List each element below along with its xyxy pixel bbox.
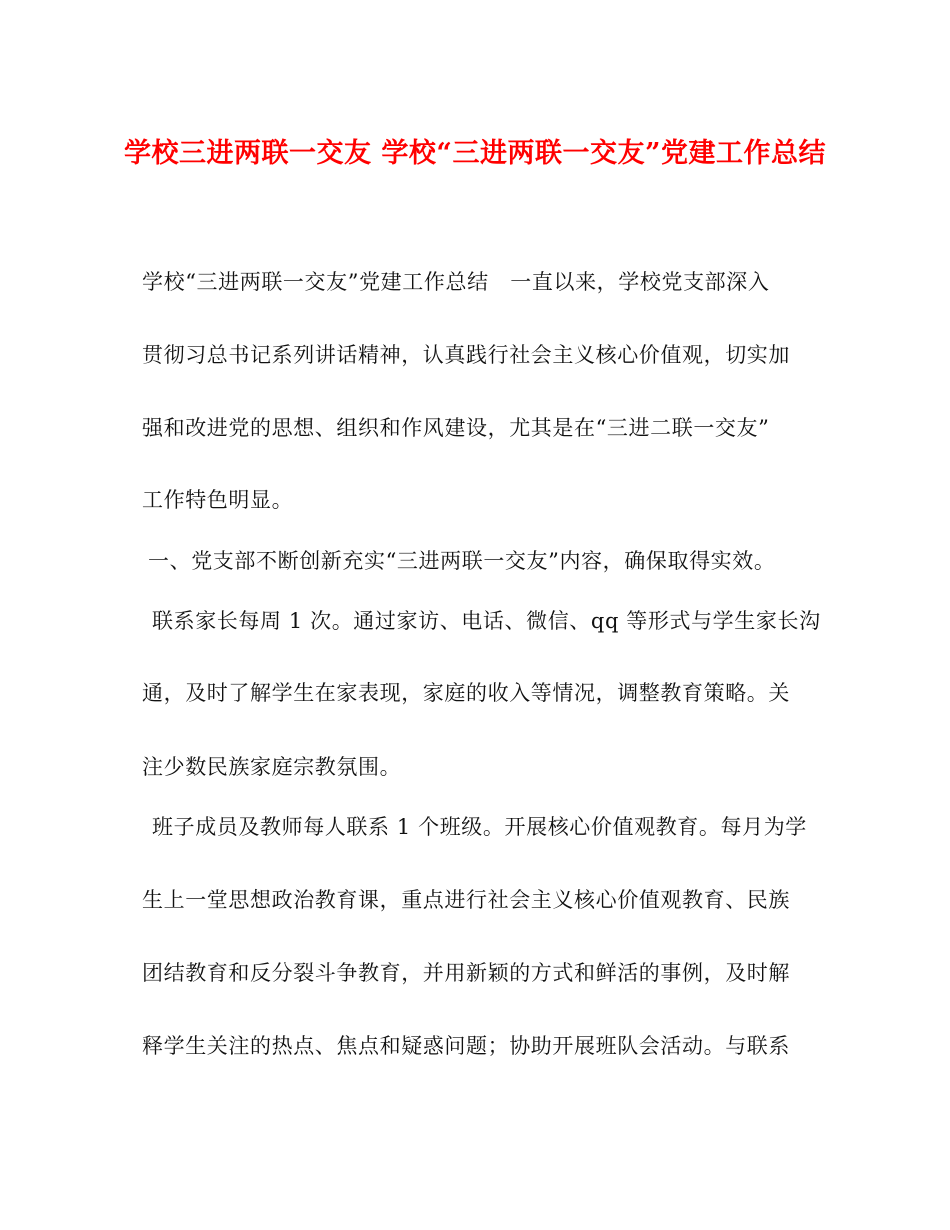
document-title: 学校三进两联一交友 学校“三进两联一交友”党建工作总结 <box>124 138 826 169</box>
paragraph-line: 通，及时了解学生在家表现，家庭的收入等情况，调整教育策略。关 <box>142 681 790 705</box>
section-heading: 一、党支部不断创新充实“三进两联一交友”内容，确保取得实效。 <box>148 549 776 573</box>
paragraph-line: 工作特色明显。 <box>142 488 294 512</box>
paragraph-line: 生上一堂思想政治教育课，重点进行社会主义核心价值观教育、民族 <box>142 888 790 912</box>
paragraph-line: 学校“三进两联一交友”党建工作总结 一直以来，学校党支部深入 <box>142 270 770 294</box>
paragraph-line: 联系家长每周 1 次。通过家访、电话、微信、qq 等形式与学生家长沟 <box>152 609 821 633</box>
paragraph-line: 贯彻习总书记系列讲话精神，认真践行社会主义核心价值观，切实加 <box>142 343 790 367</box>
paragraph-line: 班子成员及教师每人联系 1 个班级。开展核心价值观教育。每月为学 <box>152 815 807 839</box>
paragraph-line: 团结教育和反分裂斗争教育，并用新颖的方式和鲜活的事例，及时解 <box>142 961 790 985</box>
paragraph-line: 强和改进党的思想、组织和作风建设，尤其是在“三进二联一交友” <box>142 416 770 440</box>
paragraph-line: 释学生关注的热点、焦点和疑惑问题；协助开展班队会活动。与联系 <box>142 1034 790 1058</box>
paragraph-line: 注少数民族家庭宗教氛围。 <box>142 755 402 779</box>
